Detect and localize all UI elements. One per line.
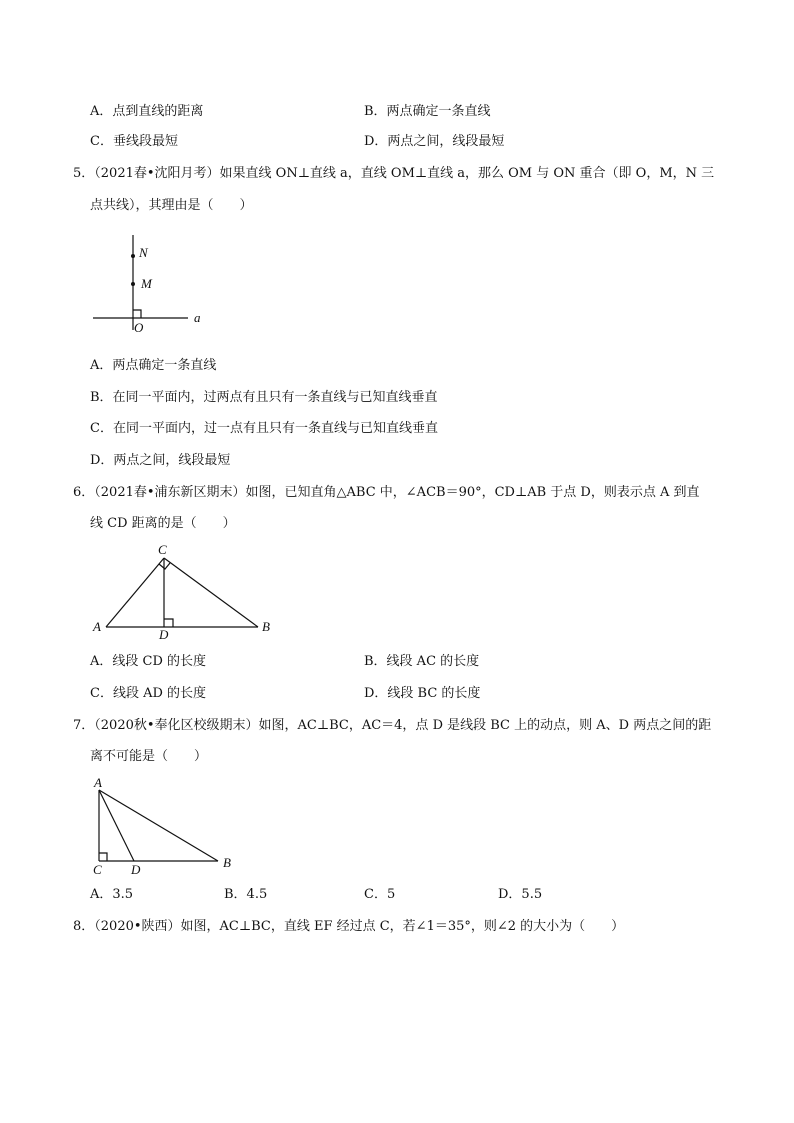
label-a: A xyxy=(93,619,101,634)
right-angle-mark-c xyxy=(99,853,107,861)
q5-option-a: A．两点确定一条直线 xyxy=(90,358,217,373)
label-b: B xyxy=(262,619,270,634)
q4-option-b: B．两点确定一条直线 xyxy=(364,104,491,119)
q5-figure xyxy=(88,232,218,337)
q7-option-d: D．5.5 xyxy=(498,887,543,902)
q7-option-b: B．4.5 xyxy=(224,887,268,902)
q5-option-c: C．在同一平面内，过一点有且只有一条直线与已知直线垂直 xyxy=(90,421,438,436)
right-angle-mark-d xyxy=(164,619,173,627)
q4-option-a: A．点到直线的距离 xyxy=(90,104,204,119)
q6-figure xyxy=(88,540,278,642)
q7-stem-line1: 7．（2020秋•奉化区校级期末）如图，AC⊥BC，AC＝4，点 D 是线段 BC 上的动点，则 A、D 两点之间的距 xyxy=(73,718,712,733)
label-o: O xyxy=(134,320,144,335)
q6-option-b: B．线段 AC 的长度 xyxy=(364,654,480,669)
point-m xyxy=(131,282,135,286)
segment-bc xyxy=(164,558,258,627)
label-a: A xyxy=(94,775,102,790)
q7-figure xyxy=(88,774,248,879)
q6-stem-line2: 线 CD 距离的是（ ） xyxy=(90,516,236,531)
q5-option-b: B．在同一平面内，过两点有且只有一条直线与已知直线垂直 xyxy=(90,390,438,405)
q8-stem-line1: 8．（2020•陕西）如图，AC⊥BC，直线 EF 经过点 C，若∠1＝35°，则∠2 的大小为（ ） xyxy=(73,919,625,934)
label-c: C xyxy=(93,862,102,877)
q5-option-d: D．两点之间，线段最短 xyxy=(90,453,231,468)
point-n xyxy=(131,254,135,258)
right-angle-mark xyxy=(133,310,141,318)
q5-stem-line1: 5．（2021春•沈阳月考）如果直线 ON⊥直线 a，直线 OM⊥直线 a，那么 OM 与 ON 重合（即 O，M，N 三 xyxy=(73,166,715,181)
label-a: a xyxy=(194,310,201,325)
label-b: B xyxy=(223,855,231,870)
segment-ac xyxy=(106,558,164,627)
label-d: D xyxy=(131,862,141,877)
q6-option-a: A．线段 CD 的长度 xyxy=(90,654,207,669)
q6-option-c: C．线段 AD 的长度 xyxy=(90,686,207,701)
q4-option-d: D．两点之间，线段最短 xyxy=(364,134,505,149)
q7-option-c: C．5 xyxy=(364,887,396,902)
q6-stem-line1: 6．（2021春•浦东新区期末）如图，已知直角△ABC 中，∠ACB＝90°，CD⊥AB 于点 D，则表示点 A 到直 xyxy=(73,485,700,500)
q7-option-a: A．3.5 xyxy=(90,887,134,902)
q7-stem-line2: 离不可能是（ ） xyxy=(90,749,208,764)
label-c: C xyxy=(158,542,167,557)
label-m: M xyxy=(141,276,152,291)
label-n: N xyxy=(139,245,148,260)
q6-option-d: D．线段 BC 的长度 xyxy=(364,686,481,701)
q4-option-c: C．垂线段最短 xyxy=(90,134,178,149)
q5-stem-line2: 点共线），其理由是（ ） xyxy=(90,198,253,213)
label-d: D xyxy=(159,627,169,642)
